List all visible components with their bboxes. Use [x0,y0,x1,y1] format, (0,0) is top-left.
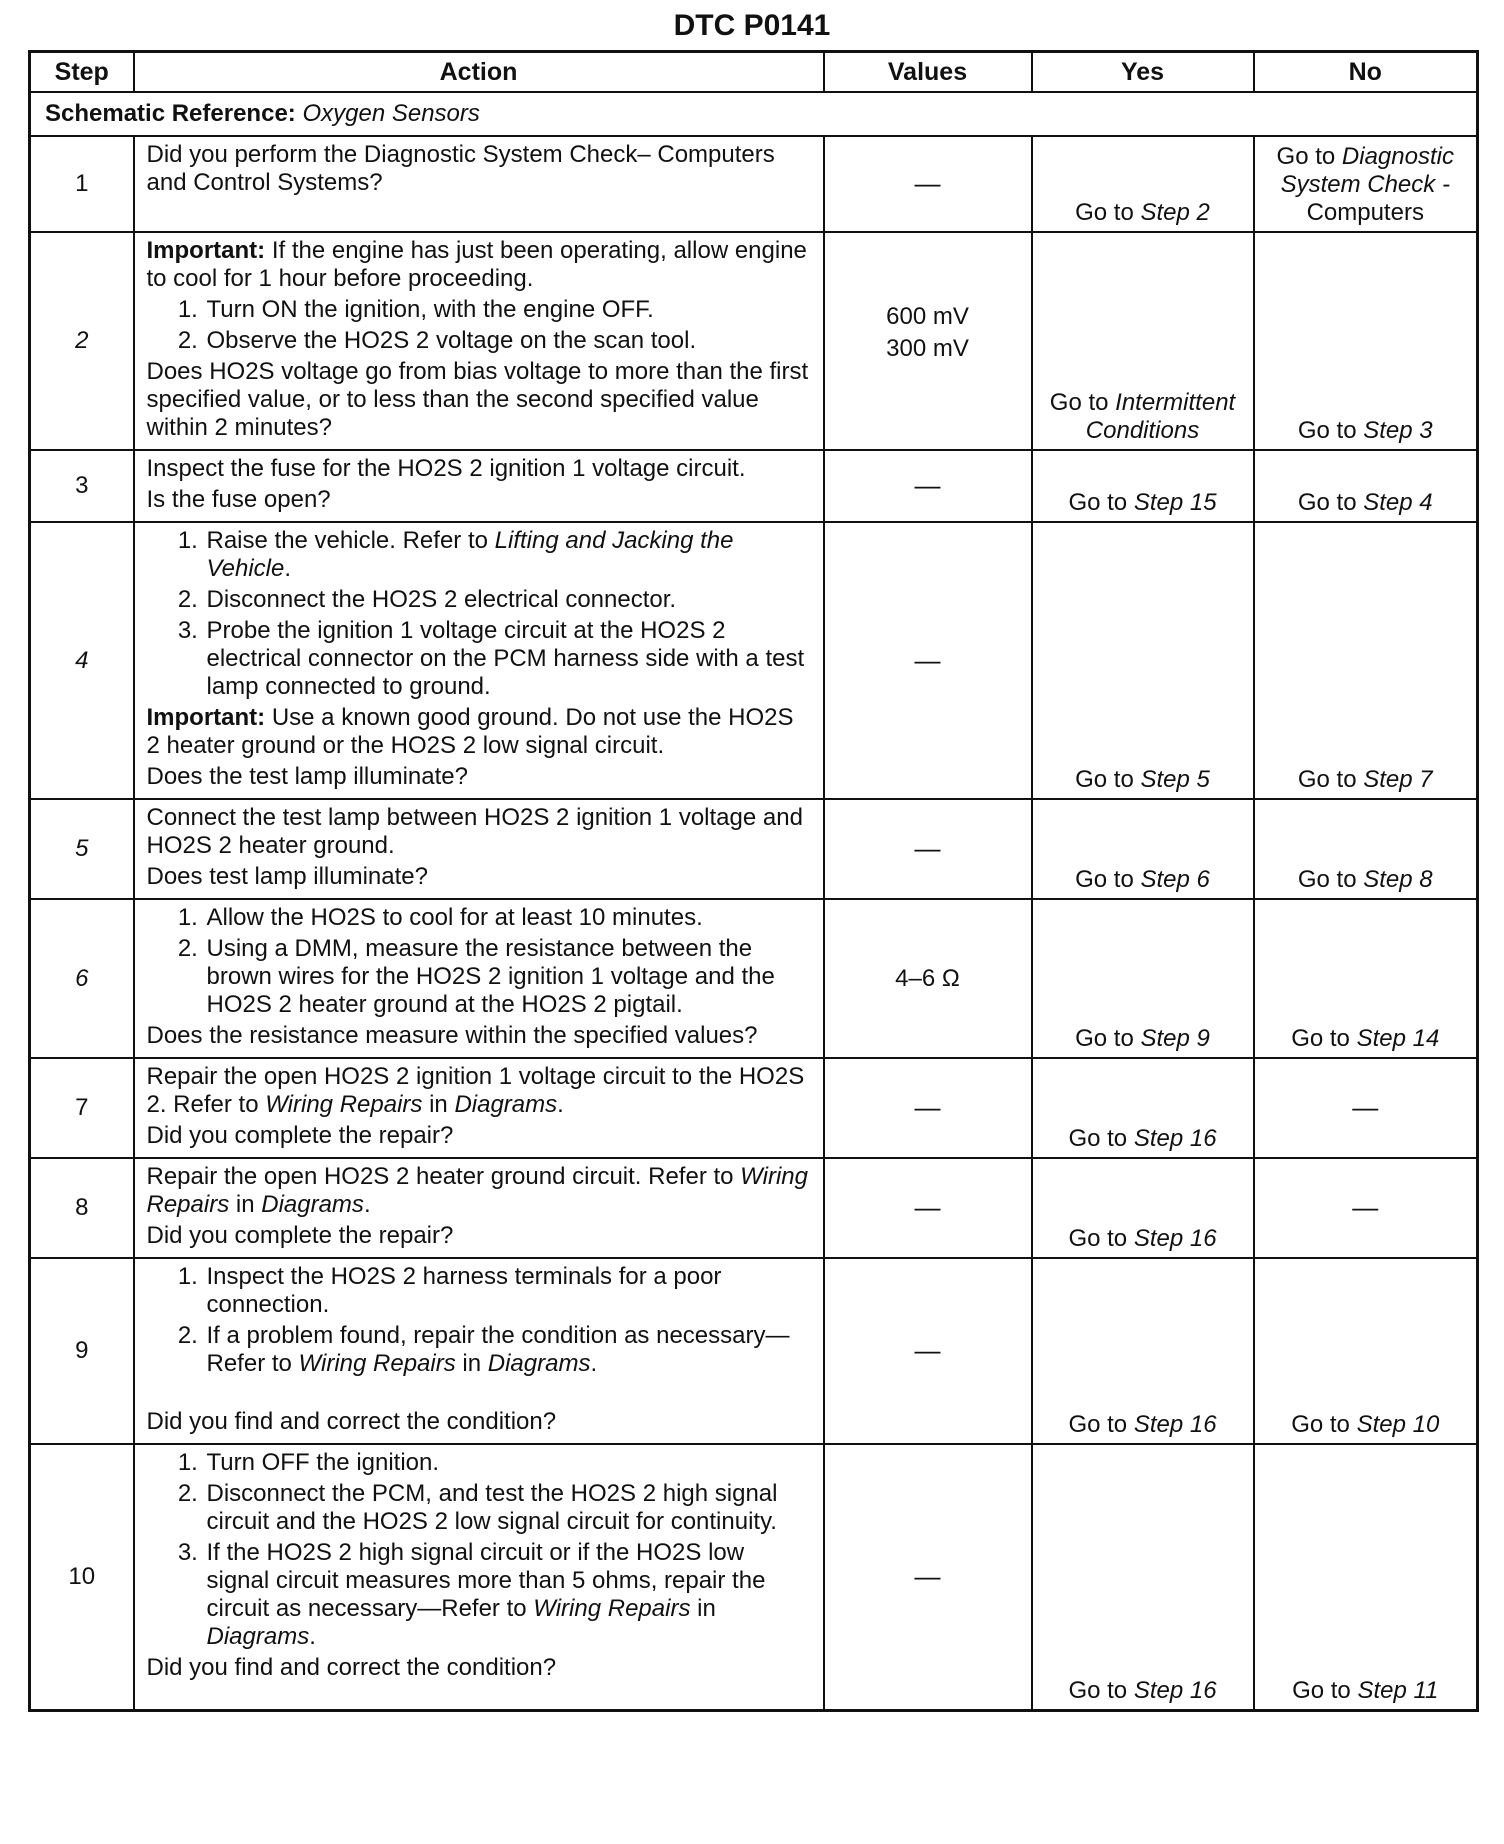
no-link[interactable]: Step 10 [1356,1411,1440,1438]
reference-link[interactable]: Diagrams [206,1623,310,1650]
step-number: 1 [30,136,134,232]
values-cell: — [824,450,1032,522]
no-cell: — [1254,1058,1478,1158]
action-cell [134,1444,824,1710]
header-row [30,52,1478,93]
no-cell[interactable]: Go to Step 8 [1254,799,1478,899]
yes-link[interactable]: Step 16 [1133,1225,1217,1252]
action-cell: Repair the open HO2S 2 heater ground circuit. Refer to Wiring Repairs in Diagrams. Did you complete the repair? [134,1158,824,1258]
no-cell[interactable]: Go to Step 7 [1254,522,1478,799]
action-cell: Connect the test lamp between HO2S 2 ignition 1 voltage and HO2S 2 heater ground. Does test lamp illuminate? [134,799,824,899]
reference-link[interactable]: Wiring Repairs [533,1595,691,1622]
list-item: 3. Probe the ignition 1 voltage circuit at the HO2S 2 electrical connector on the PCM harness side with a test lamp connected to ground. [205,617,813,701]
no-cell[interactable]: Go to Step 10 [1254,1258,1478,1444]
list-item: 2. Disconnect the PCM, and test the HO2S 2 high signal circuit and the HO2S 2 low signal circuit for continuity. [205,1480,813,1536]
question-text: Did you complete the repair? [146,1122,454,1149]
yes-link[interactable]: Step 16 [1133,1411,1217,1438]
yes-cell[interactable]: Go to Step 2 [1032,136,1254,232]
no-link[interactable]: Diagnostic System Check - [1280,143,1454,198]
list-item: 1. Turn OFF the ignition. [205,1449,813,1477]
reference-link[interactable]: Diagrams [487,1350,591,1377]
yes-cell[interactable]: Go to Step 6 [1032,799,1254,899]
yes-cell[interactable]: Go to Intermittent Conditions [1032,232,1254,450]
yes-link[interactable]: Step 16 [1133,1676,1217,1704]
question-text: Does the resistance measure within the specified values? [146,1022,758,1049]
step-number: 3 [30,450,134,522]
values-cell: — [824,1444,1032,1710]
action-cell: 1. Raise the vehicle. Refer to Lifting and Jacking the Vehicle. 2. Disconnect the HO2S 2 electrical connector. 3. Probe the ignition 1 voltage circuit at the HO2S 2 electrical connector on the PCM harness side with a test lamp connected to ground. Important: Use a known good ground. Do not use the HO2S 2 heater ground or the HO2S 2 low signal circuit. Does the test lamp illuminate? [134,522,824,799]
procedure-list [147,527,813,701]
list-item: 1. Inspect the HO2S 2 harness terminals for a poor connection. [205,1263,813,1319]
no-cell[interactable]: Go to Diagnostic System Check - Computers [1254,136,1478,232]
no-link[interactable]: Step 4 [1363,489,1433,516]
no-cell[interactable]: Go to Step 3 [1254,232,1478,450]
values-cell: — [824,522,1032,799]
table-row [30,450,1478,522]
procedure-list [147,296,813,355]
step-number: 9 [30,1258,134,1444]
action-cell [134,136,824,232]
table-row [30,136,1478,232]
question-text: Did you find and correct the condition? [146,1654,557,1681]
yes-link[interactable]: Step 9 [1140,1025,1210,1052]
diagnostic-table [28,50,1479,1712]
list-item: 2. Observe the HO2S 2 voltage on the scan tool. [205,327,813,355]
step-number: 6 [30,899,134,1058]
yes-cell[interactable]: Go to Step 9 [1032,899,1254,1058]
header-no: No [1254,52,1478,93]
no-link[interactable]: Step 14 [1356,1025,1440,1052]
no-cell[interactable]: Go to Step 14 [1254,899,1478,1058]
action-text: Did you perform the Diagnostic System Check– Computers and Control Systems? [146,141,775,196]
value-2: 300 mV [886,335,969,362]
no-cell[interactable]: Go to Step 4 [1254,450,1478,522]
action-cell: Inspect the fuse for the HO2S 2 ignition 1 voltage circuit. Is the fuse open? [134,450,824,522]
yes-cell[interactable]: Go to Step 16 [1032,1258,1254,1444]
values-cell [824,232,1032,450]
table-row [30,1158,1478,1258]
values-cell: 4–6 Ω [824,899,1032,1058]
question-text: Does the test lamp illuminate? [146,763,468,790]
question-text: Does test lamp illuminate? [146,863,428,890]
yes-link[interactable]: Step 16 [1133,1125,1217,1152]
reference-link[interactable]: Wiring Repairs [146,1163,808,1218]
table-row [30,899,1478,1058]
action-cell [134,899,824,1058]
table-row [30,799,1478,899]
schematic-reference [30,92,1478,136]
header-step: Step [30,52,134,93]
reference-link[interactable]: Wiring Repairs [298,1350,456,1377]
reference-link[interactable]: Diagrams [454,1091,558,1118]
no-link[interactable]: Step 8 [1363,866,1433,893]
header-action: Action [134,52,824,93]
values-cell: — [824,136,1032,232]
schematic-value: Oxygen Sensors [302,100,480,127]
no-cell: — [1254,1158,1478,1258]
action-cell: Important: If the engine has just been operating, allow engine to cool for 1 hour before proceeding. 1. Turn ON the ignition, with the engine OFF. 2. Observe the HO2S 2 voltage on the scan tool. Does HO2S voltage go from bias voltage to more than the first specified value, or to less than the second specified value within 2 minutes? [134,232,824,450]
value-1: 600 mV [886,303,969,330]
yes-cell[interactable]: Go to Step 16 [1032,1158,1254,1258]
question-text: Did you complete the repair? [146,1222,454,1249]
important-label: Important: [146,237,266,264]
procedure-list [147,1449,813,1651]
reference-link[interactable]: Lifting and Jacking the Vehicle [206,527,734,582]
procedure-list [147,1263,813,1378]
action-cell [134,1258,824,1444]
reference-link[interactable]: Diagrams [261,1191,364,1218]
no-link[interactable]: Step 11 [1357,1676,1439,1704]
list-item: 2. Disconnect the HO2S 2 electrical connector. [205,586,813,614]
yes-link[interactable]: Step 15 [1133,489,1217,516]
step-number: 2 [30,232,134,450]
step-number: 8 [30,1158,134,1258]
no-link[interactable]: Step 3 [1363,417,1433,444]
values-cell: — [824,1258,1032,1444]
values-cell: — [824,1058,1032,1158]
step-number: 5 [30,799,134,899]
yes-cell[interactable]: Go to Step 5 [1032,522,1254,799]
list-item: 2. Using a DMM, measure the resistance between the brown wires for the HO2S 2 ignition 1 voltage and the HO2S 2 heater ground at the HO2S 2 pigtail. [205,935,813,1019]
action-cell: Repair the open HO2S 2 ignition 1 voltage circuit to the HO2S 2. Refer to Wiring Repairs in Diagrams. Did you complete the repair? [134,1058,824,1158]
list-item: 1. Raise the vehicle. Refer to Lifting and Jacking the Vehicle. [205,527,813,583]
step-number: 7 [30,1058,134,1158]
header-yes: Yes [1032,52,1254,93]
schematic-row [30,92,1478,136]
procedure-list [147,904,813,1019]
list-item: 2. If a problem found, repair the condition as necessary—Refer to Wiring Repairs in Diagrams. [205,1322,813,1378]
list-item: 1. Allow the HO2S to cool for at least 10 minutes. [205,904,813,932]
yes-cell[interactable]: Go to Step 16 [1032,1444,1254,1710]
list-item: 1. Turn ON the ignition, with the engine OFF. [205,296,813,324]
question-text: Does HO2S voltage go from bias voltage to more than the first specified value, or to less than the second specified value within 2 minutes? [146,358,809,441]
header-values: Values [824,52,1032,93]
question-text: Did you find and correct the condition? [146,1408,557,1435]
step-number: 10 [30,1444,134,1710]
question-text: Is the fuse open? [146,486,331,513]
important-label: Important: [146,704,266,731]
table-row [30,1058,1478,1158]
table-row [30,522,1478,799]
no-link[interactable]: Step 7 [1363,766,1433,793]
values-cell: — [824,799,1032,899]
page-title: DTC P0141 [673,9,831,42]
yes-link[interactable]: Intermittent Conditions [1085,389,1236,444]
yes-cell[interactable]: Go to Step 16 [1032,1058,1254,1158]
list-item: 3. If the HO2S 2 high signal circuit or if the HO2S low signal circuit measures more than 5 ohms, repair the circuit as necessary—Refer to Wiring Repairs in Diagrams. [205,1539,813,1651]
yes-link[interactable]: Step 2 [1140,199,1210,226]
table-row [30,1444,1478,1710]
yes-cell[interactable]: Go to Step 15 [1032,450,1254,522]
no-cell[interactable]: Go to Step 11 [1254,1444,1478,1710]
step-number: 4 [30,522,134,799]
table-row [30,232,1478,450]
yes-link[interactable]: Step 6 [1140,866,1210,893]
schematic-label: Schematic Reference: [45,100,296,127]
yes-link[interactable]: Step 5 [1140,766,1210,793]
table-row [30,1258,1478,1444]
reference-link[interactable]: Wiring Repairs [265,1091,423,1118]
values-cell: — [824,1158,1032,1258]
